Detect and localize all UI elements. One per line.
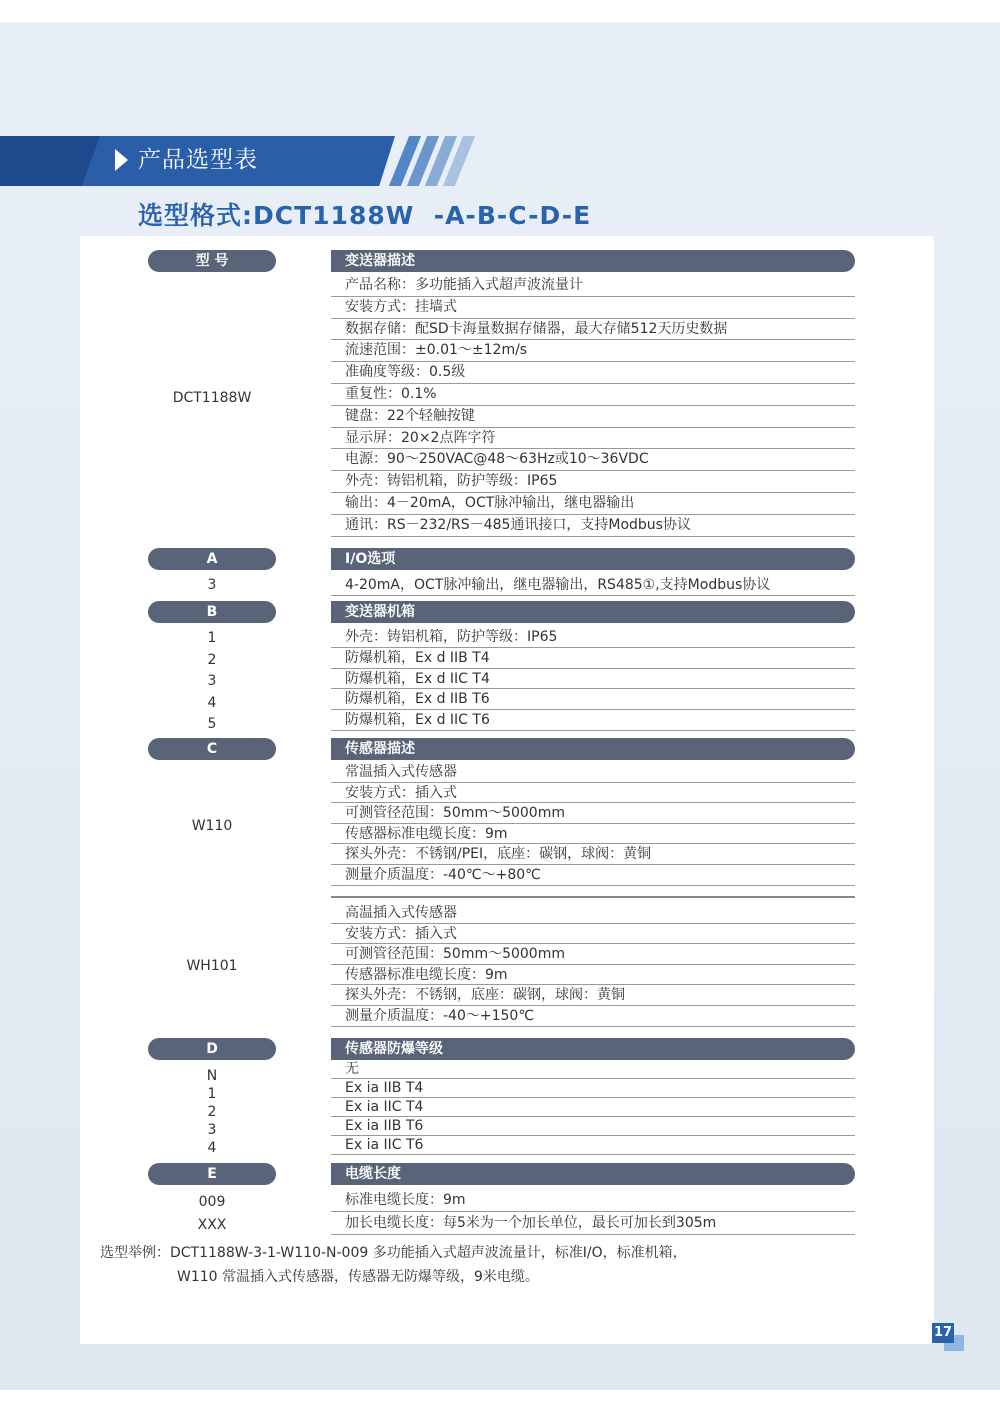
option-code: N: [206, 1068, 218, 1084]
spec-row: 安装方式：插入式: [331, 783, 855, 804]
spec-row: 无: [331, 1060, 855, 1079]
option-code: 3: [207, 673, 217, 689]
spec-row: 可测管径范围：50mm～5000mm: [331, 803, 855, 824]
option-code: 009: [198, 1194, 226, 1210]
spec-row: 通讯：RS－232/RS－485通讯接口，支持Modbus协议: [331, 515, 855, 537]
spec-row: 安装方式：插入式: [331, 924, 855, 945]
spec-row: 测量介质温度：-40～+150℃: [331, 1006, 855, 1027]
spec-row: 探头外壳：不锈钢，底座：碳钢，球阀：黄铜: [331, 985, 855, 1006]
spec-row: Ex ia IIB T4: [331, 1079, 855, 1098]
option-code: 3: [207, 577, 217, 593]
option-code: 1: [207, 630, 217, 646]
section-b-label: B: [148, 601, 276, 623]
spec-row: 产品名称：多功能插入式超声波流量计: [331, 275, 855, 297]
option-code: 4: [207, 694, 217, 711]
example-line-1: 选型举例：DCT1188W-3-1-W110-N-009 多功能插入式超声波流量计，标准I/O，标准机箱，: [100, 1245, 687, 1261]
section-d-label: D: [148, 1038, 276, 1060]
option-code: 3: [207, 1122, 217, 1138]
play-arrow-icon: [115, 149, 128, 171]
sensor-code-w110: W110: [191, 818, 233, 834]
spec-row: 标准电缆长度：9m: [331, 1189, 855, 1212]
page-number: 17: [932, 1323, 954, 1343]
spec-row: 准确度等级：0.5级: [331, 362, 855, 384]
spec-row: 流速范围：±0.01～±12m/s: [331, 340, 855, 362]
transmitter-description-header: 变送器描述: [331, 250, 855, 272]
option-code: 4: [207, 1140, 217, 1156]
io-options-header: I/O选项: [331, 548, 855, 570]
spec-row: Ex ia IIB T6: [331, 1117, 855, 1136]
section-title: 产品选型表: [138, 147, 258, 173]
spec-row: 外壳：铸铝机箱，防护等级：IP65: [331, 471, 855, 493]
model-code: DCT1188W: [172, 390, 252, 406]
format-title: 选型格式:DCT1188W -A-B-C-D-E: [138, 201, 592, 230]
spec-row: Ex ia IIC T6: [331, 1136, 855, 1155]
section-a-label: A: [148, 548, 276, 570]
spec-row: 防爆机箱，Ex d IIB T6: [331, 689, 855, 710]
sensor-group-divider: [331, 896, 855, 898]
example-line-2: W110 常温插入式传感器，传感器无防爆等级，9米电缆。: [177, 1269, 539, 1285]
spec-row: 常温插入式传感器: [331, 762, 855, 783]
model-label: 型 号: [148, 250, 276, 272]
spec-row: 电源：90～250VAC@48～63Hz或10～36VDC: [331, 449, 855, 471]
spec-row: 传感器标准电缆长度：9m: [331, 965, 855, 986]
spec-row: 加长电缆长度：每5米为一个加长单位，最长可加长到305m: [331, 1212, 855, 1235]
spec-row: 重复性：0.1%: [331, 384, 855, 406]
sensor-code-wh101: WH101: [186, 958, 238, 974]
option-code: 2: [207, 1104, 217, 1120]
spec-row: 4-20mA，OCT脉冲输出，继电器输出，RS485①,支持Modbus协议: [331, 574, 855, 596]
spec-row: 数据存储：配SD卡海量数据存储器，最大存储512天历史数据: [331, 319, 855, 341]
sensor-description-header: 传感器描述: [331, 738, 855, 760]
spec-row: 键盘：22个轻触按键: [331, 406, 855, 428]
spec-row: 传感器标准电缆长度：9m: [331, 824, 855, 845]
spec-row: Ex ia IIC T4: [331, 1098, 855, 1117]
spec-row: 防爆机箱，Ex d IIC T6: [331, 710, 855, 731]
sensor-explosion-rating-header: 传感器防爆等级: [331, 1038, 855, 1060]
spec-row: 测量介质温度：-40℃～+80℃: [331, 865, 855, 886]
spec-row: 防爆机箱，Ex d IIC T4: [331, 669, 855, 690]
spec-row: 安装方式：挂墙式: [331, 297, 855, 319]
spec-row: 探头外壳：不锈钢/PEI，底座：碳钢，球阀：黄铜: [331, 844, 855, 865]
option-code: XXX: [197, 1217, 227, 1233]
cable-length-header: 电缆长度: [331, 1163, 855, 1185]
spec-row: 输出：4－20mA，OCT脉冲输出，继电器输出: [331, 493, 855, 515]
option-code: 2: [207, 651, 217, 668]
spec-row: 高温插入式传感器: [331, 903, 855, 924]
decorative-stripes: [385, 136, 475, 186]
option-code: 1: [207, 1086, 217, 1102]
spec-row: 外壳：铸铝机箱，防护等级：IP65: [331, 627, 855, 648]
section-e-label: E: [148, 1163, 276, 1185]
transmitter-enclosure-header: 变送器机箱: [331, 601, 855, 623]
spec-row: 显示屏：20×2点阵字符: [331, 428, 855, 450]
option-code: 5: [207, 716, 217, 732]
spec-row: 防爆机箱，Ex d IIB T4: [331, 648, 855, 669]
spec-row: 可测管径范围：50mm～5000mm: [331, 944, 855, 965]
section-c-label: C: [148, 738, 276, 760]
